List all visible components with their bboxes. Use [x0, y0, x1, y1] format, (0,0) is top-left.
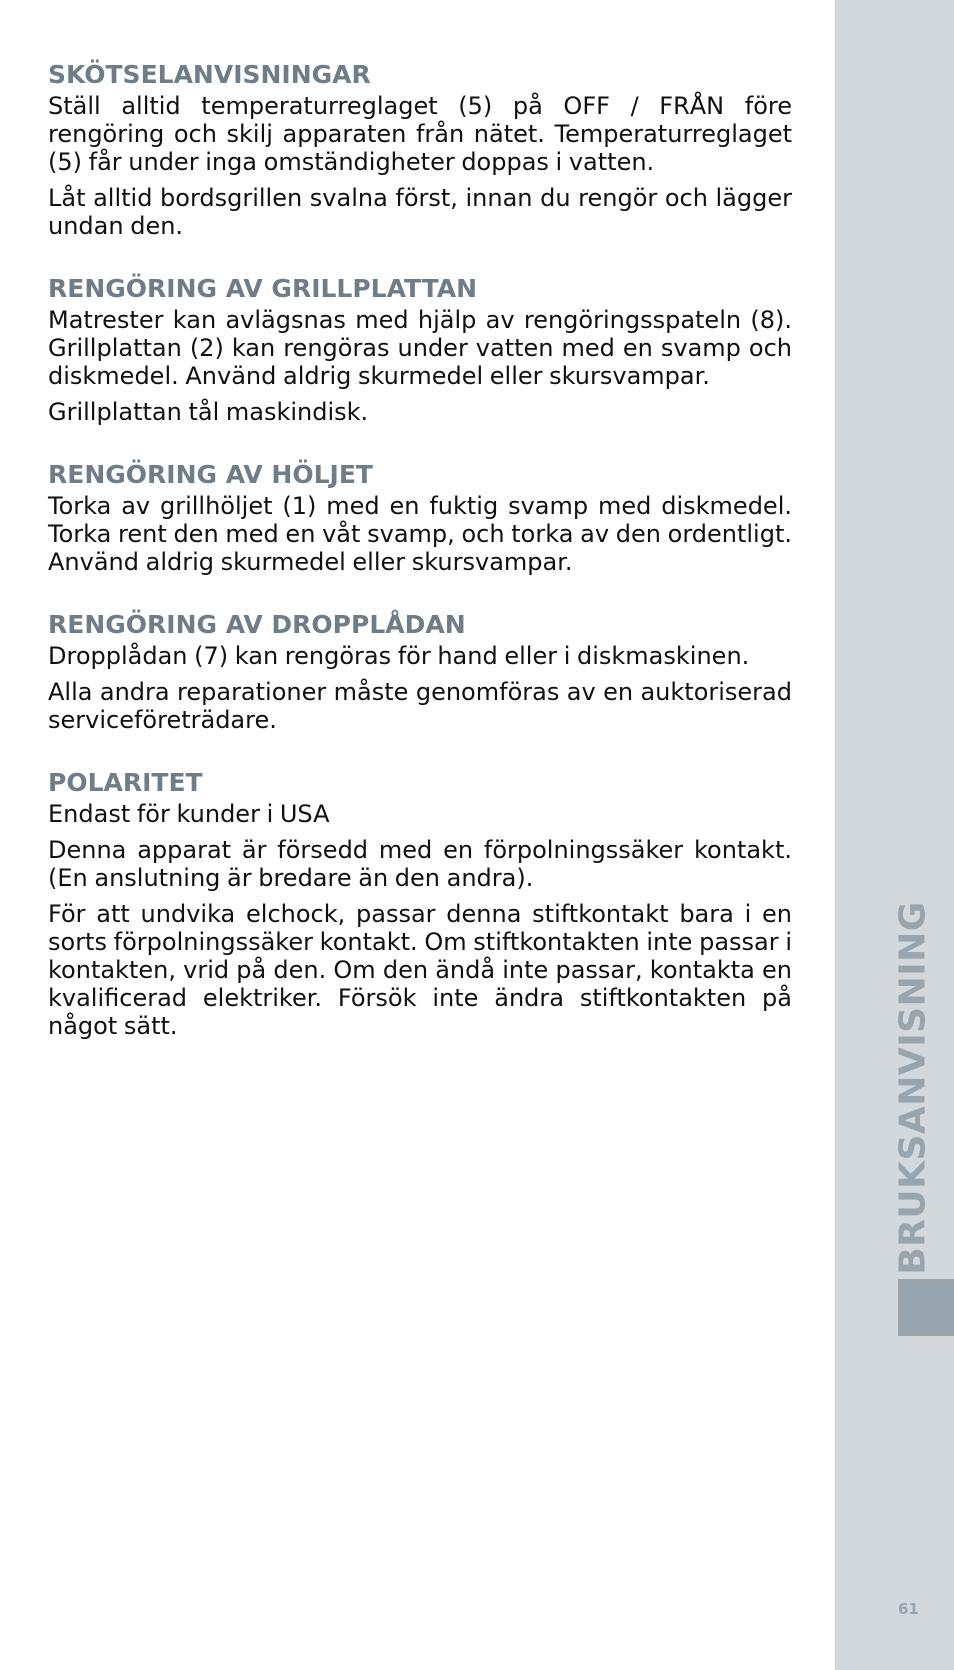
- paragraph: Denna apparat är försedd med en förpolningssäker kontakt. (En anslutning är bredare än den andra).: [48, 836, 792, 892]
- section-grill-plate-cleaning: [48, 272, 792, 426]
- section-heading: RENGÖRING AV GRILLPLATTAN: [48, 274, 478, 303]
- section-care-instructions: [48, 58, 792, 240]
- section-heading: RENGÖRING AV HÖLJET: [48, 460, 373, 489]
- sidebar-band: [835, 0, 954, 1670]
- paragraph: Torka av grillhöljet (1) med en fuktig svamp med diskmedel. Torka rent den med en våt svamp, och torka av den ordentligt. Använd aldrig skurmedel eller skursvampar.: [48, 492, 792, 576]
- paragraph: Endast för kunder i USA: [48, 800, 330, 828]
- paragraph: Alla andra reparationer måste genomföras av en auktoriserad serviceföreträdare.: [48, 678, 792, 734]
- paragraph: Låt alltid bordsgrillen svalna först, innan du rengör och lägger undan den.: [48, 184, 792, 240]
- page-number: 61: [898, 1600, 919, 1618]
- paragraph: Matrester kan avlägsnas med hjälp av rengöringsspateln (8). Grillplattan (2) kan rengöras under vatten med en svamp och diskmedel. Använd aldrig skurmedel eller skursvampar.: [48, 306, 792, 390]
- section-polarity: [48, 766, 792, 1040]
- paragraph: För att undvika elchock, passar denna stiftkontakt bara i en sorts förpolningssäker kontakt. Om stiftkontakten inte passar i kontakten, vrid på den. Om den ändå inte passar, kontakta en kvalificerad elektriker. Försök inte ändra stiftkontakten på något sätt.: [48, 900, 792, 1040]
- section-heading: RENGÖRING AV DROPPLÅDAN: [48, 610, 466, 639]
- paragraph: Ställ alltid temperaturreglaget (5) på OFF / FRÅN före rengöring och skilj apparaten från nätet. Temperaturreglaget (5) får under inga omständigheter doppas i vatten.: [48, 92, 792, 176]
- section-heading: SKÖTSELANVISNINGAR: [48, 60, 371, 89]
- sidebar-title: BRUKSANVISNING: [892, 901, 934, 1275]
- paragraph: Grillplattan tål maskindisk.: [48, 398, 369, 426]
- section-heading: POLARITET: [48, 768, 203, 797]
- main-content: [48, 58, 792, 1072]
- sidebar-tab-marker: [898, 1279, 954, 1336]
- paragraph: Dropplådan (7) kan rengöras för hand eller i diskmaskinen.: [48, 642, 750, 670]
- section-drip-tray-cleaning: [48, 608, 792, 734]
- section-housing-cleaning: [48, 458, 792, 576]
